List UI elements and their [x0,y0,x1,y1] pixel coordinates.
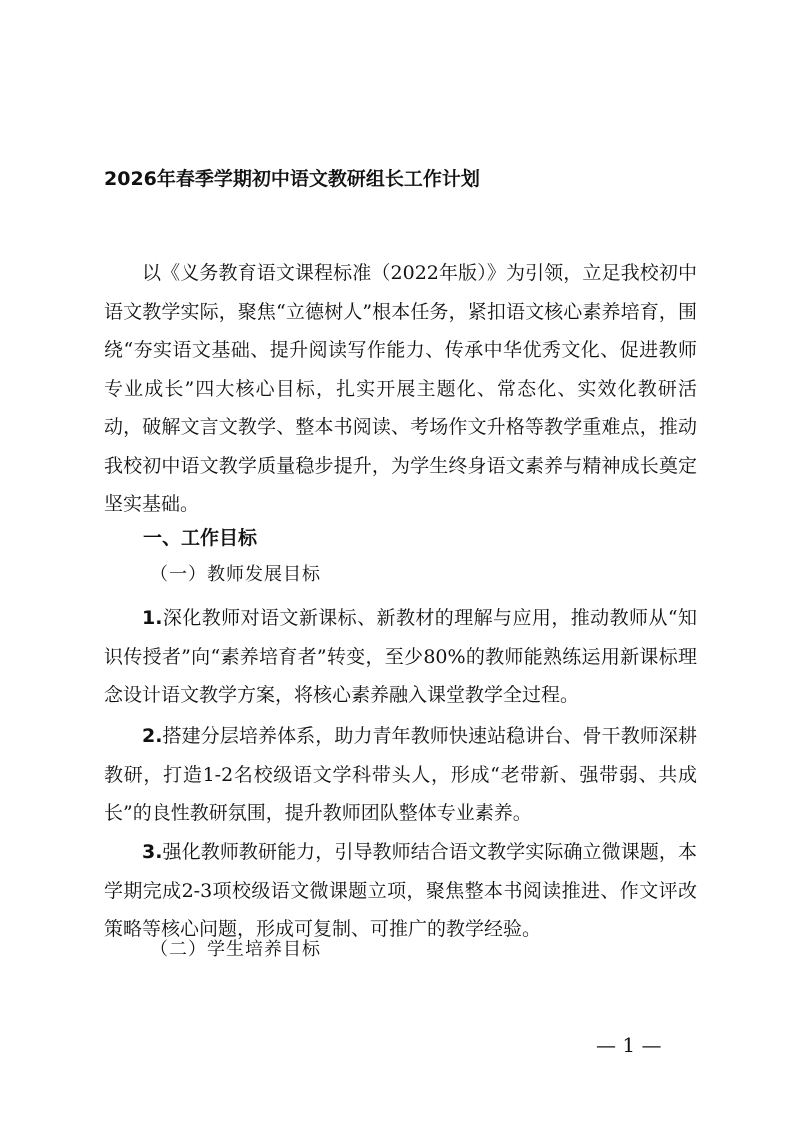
goal-item-2 [104,717,697,833]
intro-paragraph: 以《义务教育语文课程标准（2022年版）》为引领，立足我校初中语文教学实际，聚焦“立德树人”根本任务，紧扣语文核心素养培育，围绕“夯实语文基础、提升阅读写作能力、传承中华优秀文化、促进教师专业成长”四大核心目标，扎实开展主题化、常态化、实效化教研活动，破解文言文教学、整本书阅读、考场作文升格等教学重难点，推动我校初中语文教学质量稳步提升，为学生终身语文素养与精神成长奠定坚实基础。 [104,262,697,515]
goal-item-1-text: 深化教师对语文新课标、新教材的理解与应用，推动教师从“知识传授者”向“素养培育者”转变，至少80%的教师能熟练运用新课标理念设计语文教学方案，将核心素养融入课堂教学全过程。 [104,607,697,706]
goal-item-3-number: 3. [142,841,163,863]
goal-item-2-text: 搭建分层培养体系，助力青年教师快速站稳讲台、骨干教师深耕教研，打造1-2名校级语文学科带头人，形成“老带新、强带弱、共成长”的良性教研氛围，提升教师团队整体专业素养。 [104,725,697,824]
goal-item-2-number: 2. [142,725,163,747]
section-heading-goals: 一、工作目标 [143,527,258,549]
document-title: 2026年春季学期初中语文教研组长工作计划 [104,168,480,190]
subsection-heading-teacher-development: （一）教师发展目标 [150,564,321,585]
goal-item-1-number: 1. [142,607,163,629]
goal-item-3 [104,833,697,949]
goal-item-3-text: 强化教师教研能力，引导教师结合语文教学实际确立微课题，本学期完成2-3项校级语文微课题立项，聚焦整本书阅读推进、作文评改策略等核心问题，形成可复制、可推广的教学经验。 [104,841,697,940]
page-number: — 1 — [596,1033,662,1057]
goal-item-1 [104,599,697,715]
subsection-heading-student-development: （二）学生培养目标 [150,939,321,960]
